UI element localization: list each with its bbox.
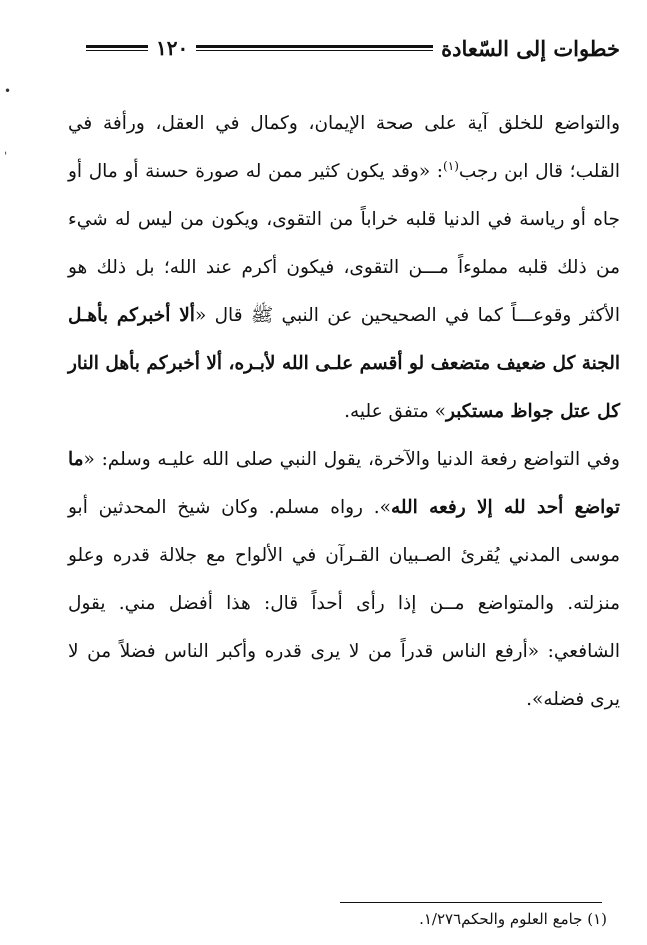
- text-segment: والتواضع للخلق آية على صحة الإيمان، وكمال في العقل، ورأفة في القلب؛ قال ابن رجب: [68, 113, 620, 182]
- text-segment: : «وقد يكون كثير ممن له صورة حسنة أو مال أو جاه أو رياسة في الدنيا قلبه خراباً من التقوى، ويكون من ليس له شيء من ذلك قلبه مملوءاً مـــن التقوى، فيكون أكرم عند الله؛ بل ذلك هو الأكثر وقوعـــاً كما في الصحيحين عن النبي ﷺ قال «: [68, 161, 620, 326]
- hadith-quote: ما تواضع أحد لله إلا رفعه الله: [68, 449, 621, 518]
- margin-mark: •: [4, 84, 12, 98]
- main-text: [68, 100, 620, 724]
- running-title: خطوات إلى السّعادة: [441, 35, 620, 61]
- hadith-quote: ألا أخبركم بأهـل الجنة كل ضعيف متضعف لو أقسم علـى الله لأبـره، ألا أخبركم بأهل النار كل عتل جواظ مستكبر: [68, 305, 620, 422]
- footnote-divider: [340, 902, 602, 903]
- margin-mark: ˈ: [4, 150, 8, 164]
- text-segment: وفي التواضع رفعة الدنيا والآخرة، يقول النبي صلى الله عليـه وسلم: «: [83, 449, 620, 470]
- paragraph: [68, 100, 620, 436]
- page-number: ١٢٠: [156, 36, 189, 60]
- text-segment: ». رواه مسلم. وكان شيخ المحدثين أبو موسى المدني يُقرئ الصـبيان القـرآن في الألواح مع جلالة قدره وعلو منزلته. والمتواضع مــن إذا رأى أحداً قال: هذا أفضل مني. يقول الشافعي: «أرفع الناس قدراً من لا يرى قدره وأكبر الناس فضلاً من لا يرى فضله».: [68, 497, 620, 710]
- paragraph: [68, 436, 620, 724]
- header-rule: [86, 45, 148, 51]
- text-segment: » متفق عليه.: [344, 401, 446, 422]
- running-header: [78, 28, 620, 68]
- footnote-reference: (١): [443, 158, 459, 173]
- header-rule: [196, 45, 433, 51]
- footnote: (١) جامع العلوم والحكم١/٢٧٦.: [419, 910, 607, 928]
